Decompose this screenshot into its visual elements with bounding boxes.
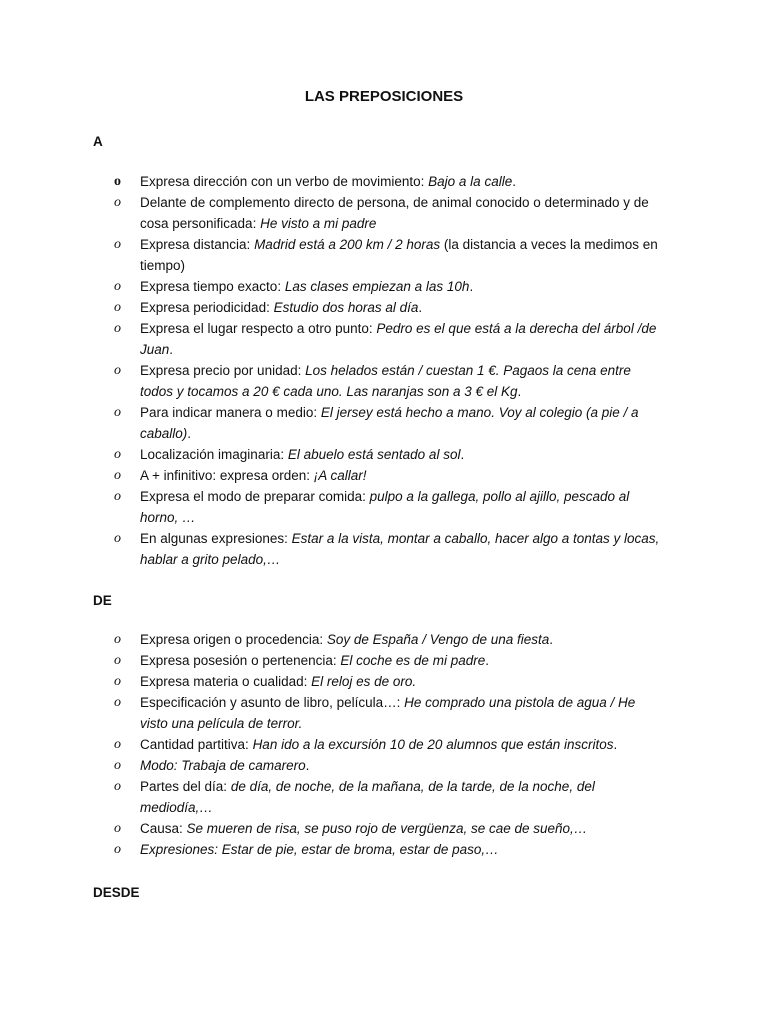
list-item — [114, 692, 662, 734]
item-description: Expresa periodicidad: — [140, 300, 274, 315]
list-item — [114, 818, 662, 839]
list-item — [114, 318, 662, 360]
item-tail: . — [418, 300, 423, 315]
item-example: El abuelo está sentado al sol — [287, 447, 461, 462]
list-item — [114, 776, 662, 818]
item-example: Modo: Trabaja de camarero — [140, 758, 306, 773]
list-item — [114, 234, 662, 276]
list-item — [114, 650, 662, 671]
item-tail: . — [460, 447, 465, 462]
item-description: Especificación y asunto de libro, película…: — [140, 695, 405, 710]
item-description: Causa: — [140, 821, 187, 836]
item-tail: . — [485, 653, 489, 668]
item-example: El jersey está hecho a mano. Voy al colegio (a pie / a caballo) — [140, 405, 639, 441]
list-item — [114, 734, 662, 755]
item-example: He visto a mi padre — [260, 216, 377, 231]
item-description: Expresa dirección con un verbo de movimiento: — [140, 174, 429, 189]
item-description: Delante de complemento directo de persona, de animal conocido o determinado y de cosa personificada: — [140, 195, 649, 231]
bullet-marker: o — [114, 195, 121, 210]
bullet-marker: o — [114, 737, 121, 752]
bullet-marker: o — [114, 405, 121, 420]
item-description: A + infinitivo: expresa orden: — [140, 468, 314, 483]
bullet-marker: o — [114, 695, 121, 710]
item-tail: . — [305, 758, 310, 773]
bullet-marker: o — [114, 468, 121, 483]
item-example: Han ido a la excursión 10 de 20 alumnos que están inscritos — [252, 737, 614, 752]
list-item — [114, 276, 662, 297]
section-list-a — [114, 171, 662, 570]
item-description: Expresa origen o procedencia: — [140, 632, 327, 647]
item-example: Bajo a la calle — [428, 174, 513, 189]
item-description: Expresa materia o cualidad: — [140, 674, 312, 689]
item-tail: . — [613, 737, 618, 752]
item-example: El reloj es de oro. — [311, 674, 417, 689]
item-example: Estar a la vista, montar a caballo, hacer algo a tontas y locas, hablar a grito pelado,… — [140, 531, 660, 567]
bullet-marker: o — [114, 321, 121, 336]
list-item — [114, 839, 662, 860]
bullet-marker: o — [114, 674, 121, 689]
section-list-de — [114, 629, 662, 860]
list-item — [114, 402, 662, 444]
item-tail: . — [512, 174, 516, 189]
item-example: Los helados están / cuestan 1 €. Pagaos la cena entre todos y tocamos a 20 € cada uno. Las naranjas son a 3 € el Kg — [140, 363, 631, 399]
list-item — [114, 444, 662, 465]
list-item — [114, 629, 662, 650]
item-description: Partes del día: — [140, 779, 231, 794]
bullet-marker: o — [114, 300, 121, 315]
bullet-marker: o — [114, 489, 121, 504]
list-item — [114, 528, 662, 570]
list-item — [114, 671, 662, 692]
list-item — [114, 360, 662, 402]
item-example: Soy de España / Vengo de una fiesta — [326, 632, 550, 647]
list-item — [114, 297, 662, 318]
item-description: Expresa precio por unidad: — [140, 363, 306, 378]
item-example: Se mueren de risa, se puso rojo de vergüenza, se cae de sueño,… — [186, 821, 588, 836]
item-tail: . — [187, 426, 192, 441]
item-description: Expresa distancia: — [140, 237, 255, 252]
item-description: Expresa el lugar respecto a otro punto: — [140, 321, 377, 336]
item-description: Expresa tiempo exacto: — [140, 279, 285, 294]
section-heading-de: DE — [93, 593, 112, 608]
bullet-marker: o — [114, 842, 121, 857]
bullet-marker: o — [114, 174, 121, 189]
item-description: Expresa el modo de preparar comida: — [140, 489, 370, 504]
bullet-marker: o — [114, 531, 121, 546]
item-example: Estudio dos horas al día — [273, 300, 419, 315]
bullet-marker: o — [114, 758, 121, 773]
item-example: Las clases empiezan a las 10h — [284, 279, 470, 294]
bullet-marker: o — [114, 632, 121, 647]
list-item — [114, 192, 662, 234]
list-item — [114, 465, 662, 486]
item-example: Madrid está a 200 km / 2 horas — [254, 237, 441, 252]
bullet-marker: o — [114, 779, 121, 794]
item-description: Para indicar manera o medio: — [140, 405, 321, 420]
item-example: pulpo a la gallega, pollo al ajillo, pescado al horno, … — [140, 489, 630, 525]
bullet-marker: o — [114, 363, 121, 378]
item-description: Cantidad partitiva: — [140, 737, 253, 752]
list-item — [114, 486, 662, 528]
item-tail: . — [517, 384, 522, 399]
item-tail: . — [169, 342, 174, 357]
bullet-marker: o — [114, 237, 121, 252]
item-tail: (la distancia a veces la medimos en tiempo) — [140, 237, 658, 273]
item-example: de día, de noche, de la mañana, de la tarde, de la noche, del mediodía,… — [140, 779, 595, 815]
item-description: Expresa posesión o pertenencia: — [140, 653, 341, 668]
bullet-marker: o — [114, 653, 121, 668]
bullet-marker: o — [114, 821, 121, 836]
item-example: He comprado una pistola de agua / He visto una película de terror. — [140, 695, 636, 731]
section-heading-a: A — [93, 134, 103, 149]
item-example: Pedro es el que está a la derecha del árbol /de Juan — [140, 321, 657, 357]
item-description: Localización imaginaria: — [140, 447, 288, 462]
bullet-marker: o — [114, 279, 121, 294]
section-heading-desde: DESDE — [93, 885, 140, 900]
list-item — [114, 755, 662, 776]
list-item — [114, 171, 662, 192]
bullet-marker: o — [114, 447, 121, 462]
item-tail: . — [469, 279, 474, 294]
item-example: ¡A callar! — [313, 468, 367, 483]
item-description: En algunas expresiones: — [140, 531, 292, 546]
item-example: El coche es de mi padre — [340, 653, 486, 668]
page-title: LAS PREPOSICIONES — [304, 88, 464, 105]
item-tail: . — [549, 632, 554, 647]
item-example: Expresiones: Estar de pie, estar de broma, estar de paso,… — [140, 842, 499, 857]
